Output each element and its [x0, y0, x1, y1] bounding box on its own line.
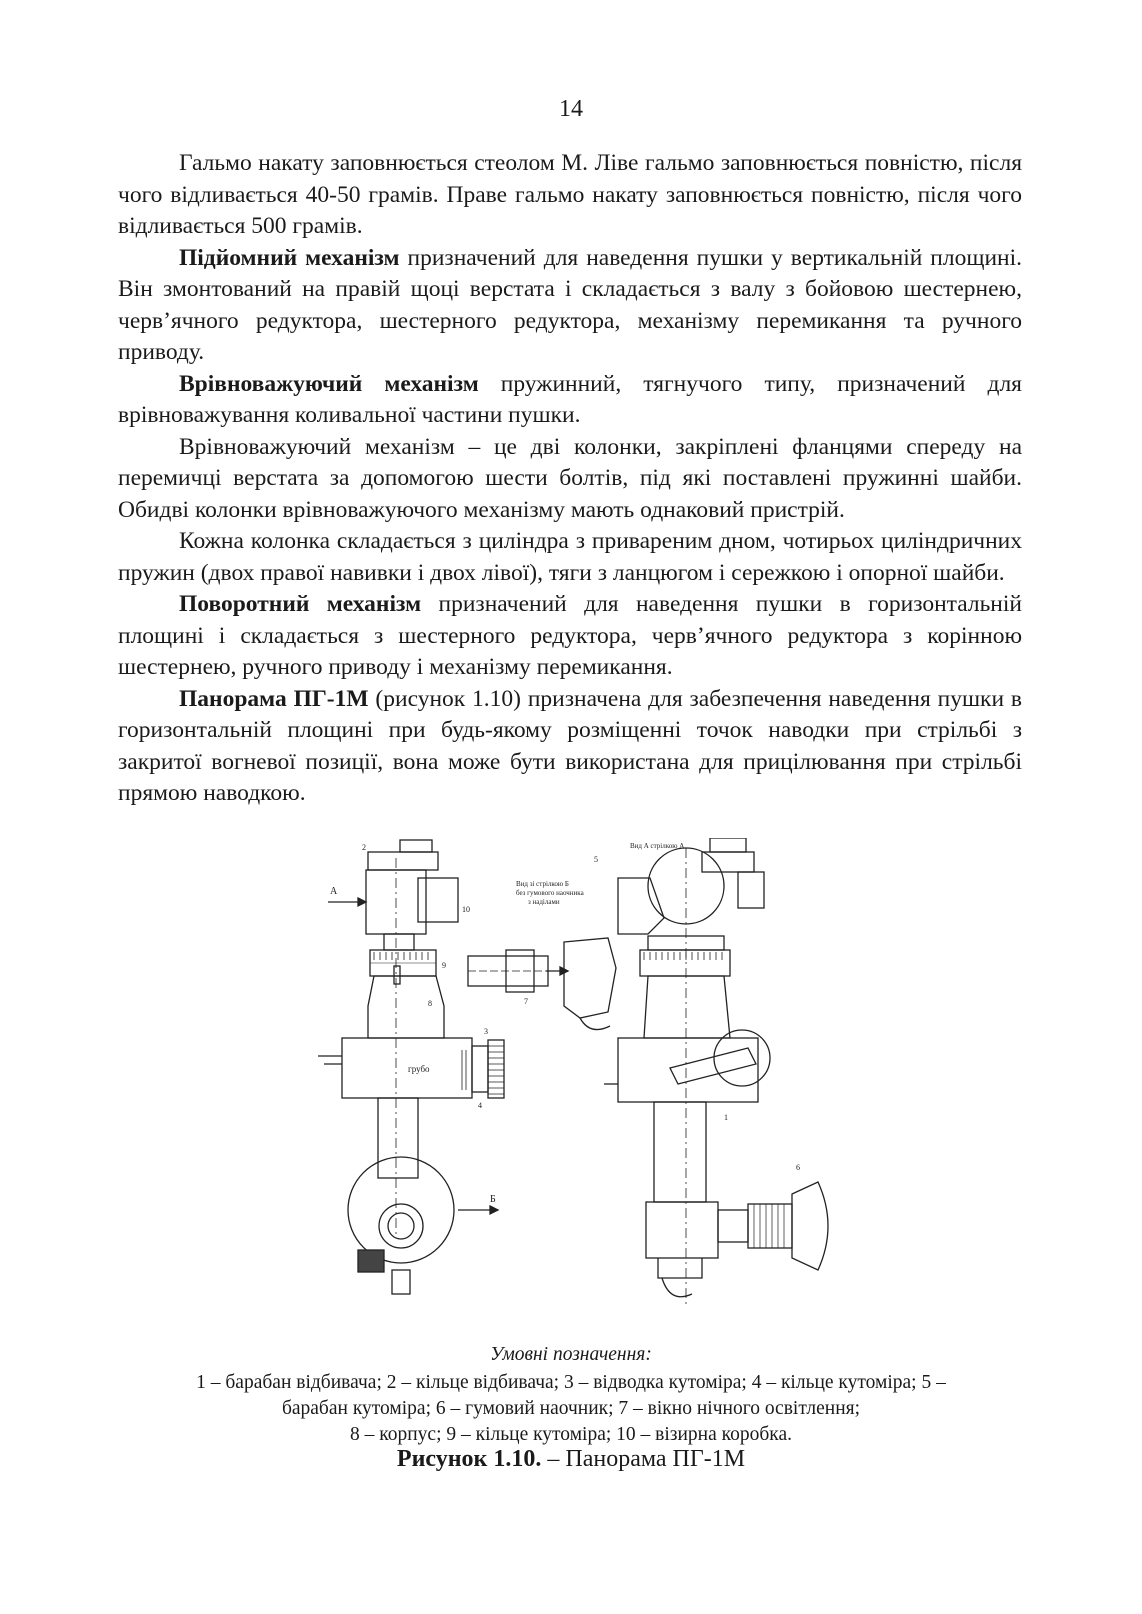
main-box — [618, 1038, 758, 1102]
drawing-label: Вид зі стрілкою Б — [516, 880, 569, 888]
paragraph-text: призначений для наведення пушки у вертикальній площині. Він змонтований на правій щоці верстата і складається з валу з бойовою шестернею, черв’ячного редуктора, шестерного редуктора, механізму перемикання та ручного приводу. — [118, 244, 1022, 365]
paragraph-text: (рисунок 1.10) призначена для забезпечення наведення пушки в горизонтальній площині при будь-якому розміщенні точок наводки при стрільбі з закритої вогневої позиції, вона може бути використана для прицілювання при стрільбі прямою наводкою. — [118, 685, 1022, 806]
paragraph-text: призначений для наведення пушки в горизонтальній площині і складається з шестерного редуктора, черв’ячного редуктора з корінною шестернею, ручного приводу і механізму перемикання. — [118, 591, 1022, 680]
paragraph-term: Підйомний механізм — [179, 244, 400, 271]
housing-body — [368, 976, 444, 1038]
paragraph — [118, 589, 1022, 684]
drawing-label: 7 — [524, 997, 528, 1006]
azimuth-drum — [488, 1040, 504, 1098]
paragraph — [118, 369, 1022, 432]
page-number: 14 — [559, 96, 583, 122]
stem — [378, 1098, 418, 1178]
eyepiece — [748, 1204, 792, 1248]
drawing-label: 6 — [796, 1163, 800, 1172]
drawing-label: 10 — [462, 905, 470, 914]
figure-caption-text: – Панорама ПГ-1М — [541, 1446, 746, 1472]
paragraph — [118, 243, 1022, 369]
right-view — [468, 838, 828, 1308]
drawing-label: 8 — [428, 999, 432, 1008]
figure-caption — [0, 1446, 1142, 1473]
paragraph-text: Кожна колонка складається з циліндра з привареним дном, чотирьох циліндричних пружин (двох правої навивки і двох лівої), тяги з ланцюгом і сережкою і опорної шайби. — [118, 528, 1022, 586]
drawing-label: без гумового наочника — [516, 889, 584, 897]
main-box — [342, 1038, 472, 1098]
paragraph-text: пружинний, тягнучого типу, призначений для врівноважування коливальної частини пушки. — [118, 370, 1022, 428]
drawing-label: 5 — [594, 855, 598, 864]
figure-caption-label: Рисунок 1.10. — [396, 1446, 542, 1472]
rubber-eyecup — [792, 1182, 828, 1270]
drawing-label: Б — [490, 1194, 496, 1205]
paragraph — [118, 684, 1022, 810]
paragraph-text: Врівноважуючий механізм – це дві колонки, закріплені фланцями спереду на перемичці верстата за допомогою шести болтів, під які поставлені пружинні шайби. Обидві колонки врівноважуючого механізму мають однаковий пристрій. — [118, 433, 1022, 523]
legend-line: 1 – барабан відбивача; 2 – кільце відбивача; 3 – відводка кутоміра; 4 – кільце кутоміра; 5 – — [196, 1372, 946, 1393]
stem — [654, 1102, 706, 1202]
paragraph — [118, 432, 1022, 527]
paragraph — [118, 526, 1022, 589]
legend-line: 8 – корпус; 9 – кільце кутоміра; 10 – візирна коробка. — [350, 1424, 792, 1445]
drawing-label: 3 — [484, 1027, 488, 1036]
body-text — [118, 148, 1022, 810]
paragraph-text: Гальмо накату заповнюється стеолом М. Ліве гальмо заповнюється повністю, після чого відливається 40-50 грамів. Праве гальмо накату заповнюється повністю, після чого відливається 500 грамів. — [118, 150, 1022, 239]
bottom-disc — [348, 1157, 454, 1263]
legend-line: барабан кутоміра; 6 – гумовий наочник; 7 – вікно нічного освітлення; — [281, 1398, 861, 1419]
drawing-label: 9 — [442, 961, 446, 970]
paragraph — [118, 148, 1022, 243]
paragraph-term: Врівноважуючий механізм — [179, 370, 479, 397]
drawing-label: 1 — [724, 1113, 728, 1122]
angle-ring — [640, 950, 730, 976]
drawing-label: 4 — [478, 1101, 482, 1110]
drawing-label: Вид А стрілкою А — [630, 842, 685, 850]
night-light-window — [358, 1250, 384, 1272]
drawing-label: 2 — [362, 843, 366, 852]
reflector-drum — [400, 840, 432, 852]
drawing-label: з наділами — [528, 898, 560, 906]
drawing-label: А — [330, 886, 338, 897]
paragraph-term: Поворотний механізм — [179, 591, 422, 617]
legend-title: Умовні позначення: — [490, 1344, 652, 1365]
left-view — [318, 840, 504, 1294]
drawing-label: грубо — [408, 1064, 430, 1074]
panorama-drawing — [318, 838, 858, 1338]
paragraph-term: Панорама ПГ-1М — [179, 685, 369, 712]
